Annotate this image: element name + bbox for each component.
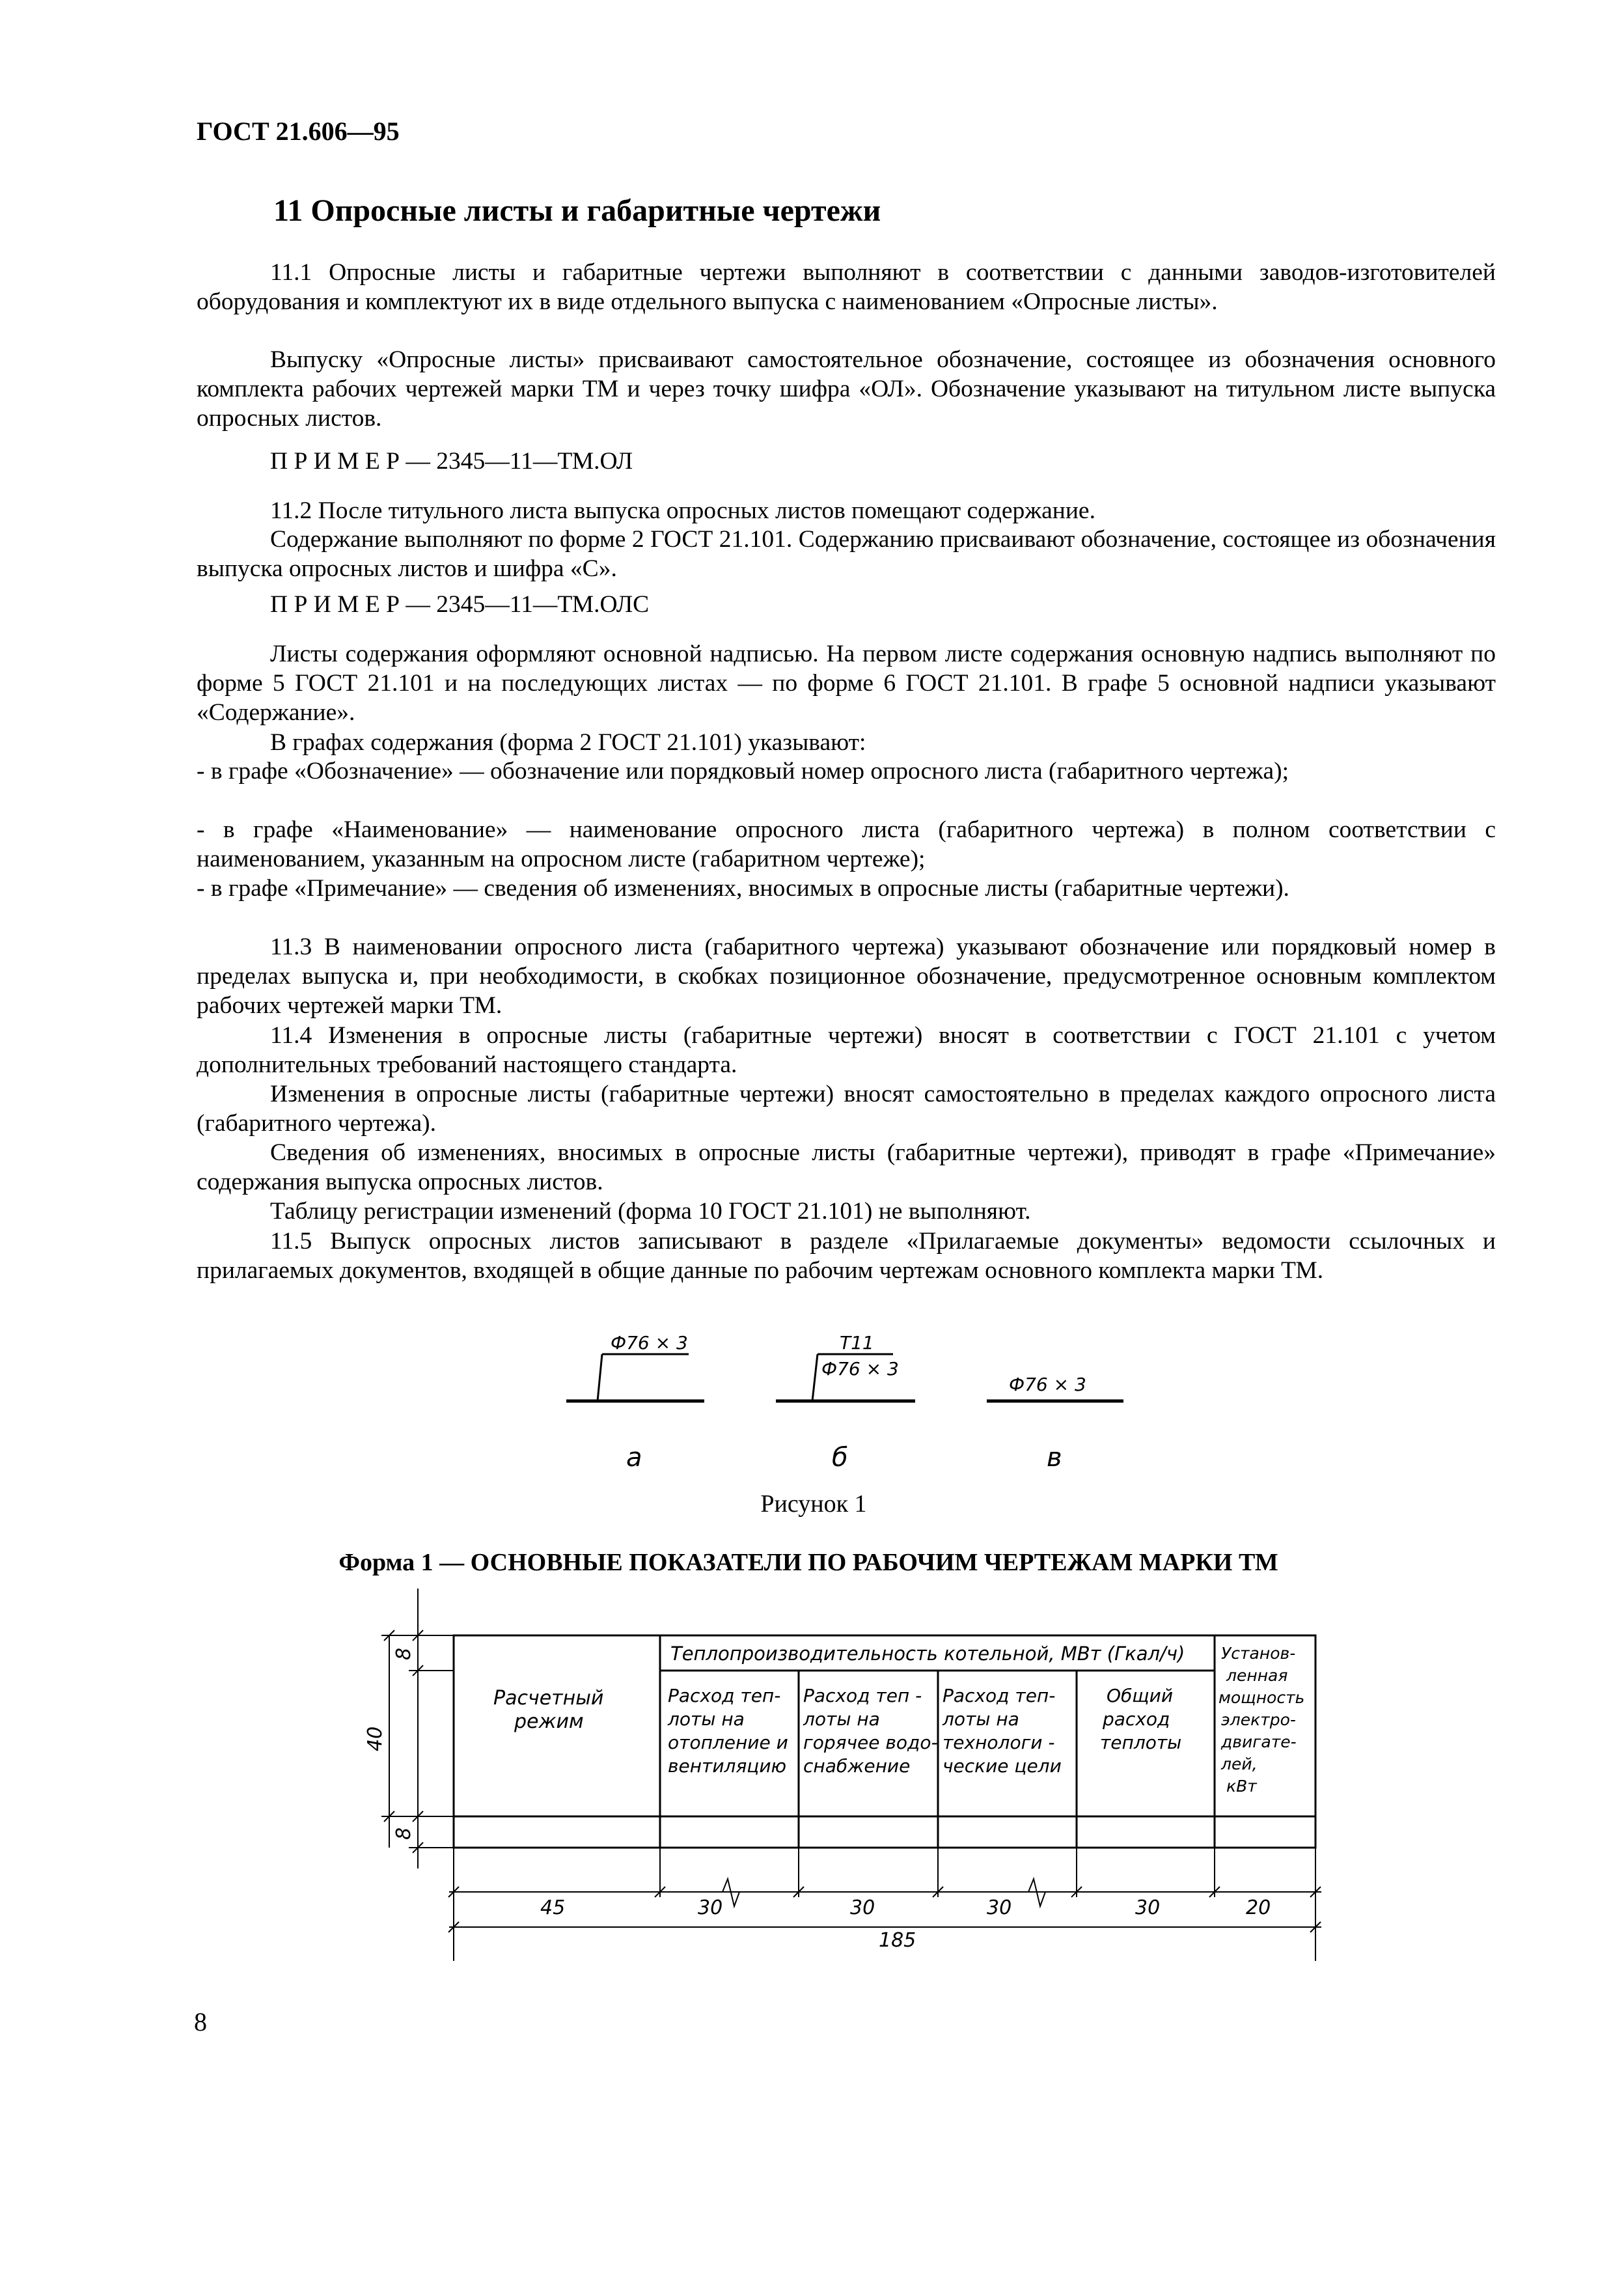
lastcol-line5: двигате- [1221, 1732, 1297, 1751]
figure-label-c: в [1047, 1443, 1062, 1473]
paragraph-columns: В графах содержания (форма 2 ГОСТ 21.101) указывают: [270, 729, 866, 756]
dim-label-total-height: 40 [364, 1726, 387, 1751]
paragraph-change-info: Сведения об изменениях, вносимых в опросные листы (габаритные чертежи), приводят в графе «Примечание» содержания выпуска опросных листов. [197, 1139, 1496, 1195]
dim-label-row2: 8 [392, 1827, 415, 1840]
col1-line2: режим [514, 1710, 584, 1733]
paragraph-11-1: 11.1 Опросные листы и габаритные чертежи выполняют в соответствии с данными заводов-изготовителей оборудования и комплектуют их в виде отдельного выпуска с наименованием «Опросные листы». [197, 259, 1496, 315]
dim-label-row1: 8 [392, 1647, 415, 1660]
figure-caption: Рисунок 1 [760, 1490, 867, 1518]
page-number: 8 [194, 2007, 207, 2036]
lastcol-line4: электро- [1221, 1710, 1296, 1729]
document-code: ГОСТ 21.606—95 [197, 117, 400, 146]
example-olc: П Р И М Е Р — 2345—11—ТМ.ОЛС [270, 591, 650, 618]
lastcol-line1: Установ- [1221, 1644, 1296, 1663]
subcol3-line3: технологи - [943, 1732, 1055, 1753]
subcol1-line3: отопление и [668, 1732, 788, 1753]
subcol4-line2: расход [1103, 1708, 1170, 1730]
subcol3-line2: лоты на [943, 1708, 1019, 1730]
figure-label-b: б [832, 1443, 848, 1473]
paragraph-11-2: 11.2 После титульного листа выпуска опросных листов помещают содержание. [270, 497, 1095, 524]
section-title: 11 Опросные листы и габаритные чертежи [273, 193, 881, 228]
paragraph-contents: Содержание выполняют по форме 2 ГОСТ 21.101. Содержанию присваивают обозначение, состоящее из обозначения выпуска опросных листов и шифра «С». [197, 526, 1496, 582]
subcol4-line1: Общий [1107, 1685, 1174, 1706]
dim-label-w3: 30 [850, 1896, 875, 1919]
subcol2-line1: Расход теп - [803, 1685, 922, 1706]
dim-label-w2: 30 [698, 1896, 723, 1919]
paragraph-11-5: 11.5 Выпуск опросных листов записывают в разделе «Прилагаемые документы» ведомости ссылочных и прилагаемых документов, входящей в общие данные по рабочим чертежам основного комплекта марки ТМ. [197, 1228, 1496, 1284]
col1-line1: Расчетный [493, 1687, 604, 1710]
subcol2-line2: лоты на [803, 1708, 880, 1730]
subcol4-line3: теплоты [1100, 1732, 1182, 1753]
lastcol-line3: мощность [1218, 1688, 1305, 1707]
dim-label-w1: 45 [540, 1896, 566, 1919]
dim-label-total-width: 185 [879, 1929, 916, 1952]
figure-b-text: Ф76 × 3 [821, 1358, 899, 1380]
paragraph-11-3: 11.3 В наименовании опросного листа (габаритного чертежа) указывают обозначение или порядковый номер в пределах выпуска и, при необходимости, в скобках позиционное обозначение, предусмотренное основным комплектом рабочих чертежей марки ТМ. [197, 934, 1496, 1019]
subcol1-line2: лоты на [668, 1708, 745, 1730]
form-title: Форма 1 — ОСНОВНЫЕ ПОКАЗАТЕЛИ ПО РАБОЧИМ ЧЕРТЕЖАМ МАРКИ ТМ [338, 1549, 1278, 1576]
subcol1-line1: Расход теп- [668, 1685, 781, 1706]
subcol3-line1: Расход теп- [943, 1685, 1056, 1706]
figure-b-top-text: Т11 [840, 1332, 874, 1354]
subcol1-line4: вентиляцию [668, 1755, 787, 1777]
figure-label-a: а [626, 1443, 642, 1473]
figure-a-text: Ф76 × 3 [611, 1332, 688, 1354]
lastcol-line2: ленная [1226, 1666, 1288, 1685]
lastcol-line7: кВт [1226, 1777, 1257, 1796]
dim-label-w6: 20 [1246, 1896, 1271, 1919]
lastcol-line6: лей, [1221, 1755, 1258, 1773]
subcol2-line3: горячее водо- [803, 1732, 938, 1753]
dim-label-w5: 30 [1135, 1896, 1161, 1919]
group-header: Теплопроизводительность котельной, МВт (Гкал/ч) [670, 1643, 1185, 1665]
paragraph-registration: Таблицу регистрации изменений (форма 10 ГОСТ 21.101) не выполняют. [270, 1198, 1031, 1225]
paragraph-designation: Выпуску «Опросные листы» присваивают самостоятельное обозначение, состоящее из обозначения основного комплекта рабочих чертежей марки ТМ и через точку шифра «ОЛ». Обозначение указывают на титульном листе выпуска опросных листов. [197, 346, 1496, 432]
list-item-designation: - в графе «Обозначение» — обозначение или порядковый номер опросного листа (габаритного чертежа); [197, 758, 1289, 784]
paragraph-11-4: 11.4 Изменения в опросные листы (габаритные чертежи) вносят в соответствии с ГОСТ 21.101 с учетом дополнительных требований настоящего стандарта. [197, 1022, 1496, 1078]
paragraph-sheets: Листы содержания оформляют основной надписью. На первом листе содержания основную надпись выполняют по форме 5 ГОСТ 21.101 и на последующих листах — по форме 6 ГОСТ 21.101. В графе 5 основной надписи указывают «Содержание». [197, 641, 1496, 726]
list-item-note: - в графе «Примечание» — сведения об изменениях, вносимых в опросные листы (габаритные чертежи). [197, 875, 1289, 902]
list-item-name: - в графе «Наименование» — наименование опросного листа (габаритного чертежа) в полном соответствии с наименованием, указанным на опросном листе (габаритном чертеже); [197, 816, 1496, 872]
example-ol: П Р И М Е Р — 2345—11—ТМ.ОЛ [270, 448, 633, 475]
subcol3-line4: ческие цели [943, 1755, 1062, 1777]
subcol2-line4: снабжение [803, 1755, 911, 1777]
dim-label-w4: 30 [987, 1896, 1012, 1919]
figure-c-text: Ф76 × 3 [1009, 1374, 1086, 1395]
paragraph-changes: Изменения в опросные листы (габаритные чертежи) вносят самостоятельно в пределах каждого опросного листа (габаритного чертежа). [197, 1081, 1496, 1137]
